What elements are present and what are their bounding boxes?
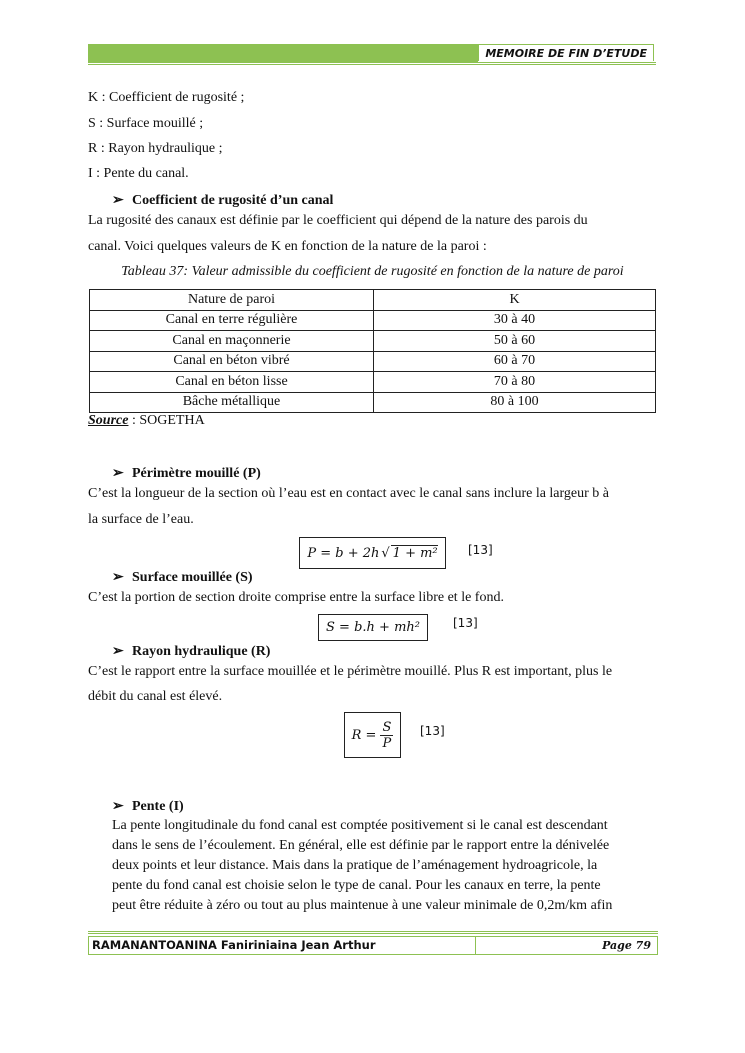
source-label: Source [88,413,129,428]
table-caption: Tableau 37: Valeur admissible du coefficient de rugosité en fonction de la nature de paroi [121,264,624,279]
arrow-bullet-icon: ➢ [112,644,124,659]
pente-line: pente du fond canal est choisie selon le type de canal. Pour les canaux en terre, la pente [112,878,601,893]
page-footer [88,931,658,957]
table-row [90,351,656,372]
arrow-bullet-icon: ➢ [112,799,124,814]
table-cell: 50 à 60 [374,331,656,352]
pente-paragraph [112,816,652,916]
arrow-bullet-icon: ➢ [112,466,124,481]
header-green-bar [88,44,478,62]
arrow-bullet-icon: ➢ [112,570,124,585]
pente-line: dans le sens de l’écoulement. En général, elle est définie par le rapport entre la dénivelée [112,838,610,853]
heading-rugosite: ➢ Coefficient de rugosité d’un canal [112,193,334,208]
table-row [90,331,656,352]
surface-text: C’est la portion de section droite comprise entre la surface libre et le fond. [88,590,504,605]
table-cell: 80 à 100 [374,392,656,413]
perimetre-text-2: la surface de l’eau. [88,512,194,527]
rugosity-table [89,289,656,413]
definition-r: R : Rayon hydraulique ; [88,141,223,156]
rayon-text-1: C’est le rapport entre la surface mouillée et le périmètre mouillé. Plus R est important, plus le [88,664,613,679]
table-row [90,310,656,331]
source-value: : SOGETHA [128,413,205,428]
table-cell: 30 à 40 [374,310,656,331]
pente-line: peut être réduite à zéro ou tout au plus maintenue à une valeur minimale de 0,2m/km afin [112,898,613,913]
rugosite-text-1: La rugosité des canaux est définie par le coefficient qui dépend de la nature des parois du [88,213,588,228]
table-cell: Canal en béton lisse [90,372,374,393]
pente-line: La pente longitudinale du fond canal est comptée positivement si le canal est descendant [112,818,608,833]
header-rule [88,62,656,65]
formula-rayon-ref: [13] [420,724,445,738]
table-header-nature: Nature de paroi [90,290,374,311]
footer-rule [88,931,658,934]
header-title: MEMOIRE DE FIN D’ETUDE [478,44,654,61]
heading-pente: ➢ Pente (I) [112,799,184,814]
table-row [90,372,656,393]
table-source [88,413,205,429]
definition-i: I : Pente du canal. [88,166,189,181]
table-header-k: K [374,290,656,311]
rayon-text-2: débit du canal est élevé. [88,689,223,704]
page-header [88,44,656,66]
table-header-row [90,290,656,311]
table-cell: 70 à 80 [374,372,656,393]
table-cell: Canal en béton vibré [90,351,374,372]
footer-author: RAMANANTOANINA Faniriniaina Jean Arthur [88,936,476,955]
heading-surface: ➢ Surface mouillée (S) [112,570,253,585]
table-cell: 60 à 70 [374,351,656,372]
heading-perimetre: ➢ Périmètre mouillé (P) [112,466,261,481]
table-row [90,392,656,413]
formula-surface: S = b.h + mh² [318,614,428,641]
table-cell: Bâche métallique [90,392,374,413]
arrow-bullet-icon: ➢ [112,193,124,208]
perimetre-text-1: C’est la longueur de la section où l’eau est en contact avec le canal sans inclure la largeur b à [88,486,610,501]
heading-rayon: ➢ Rayon hydraulique (R) [112,644,271,659]
rugosite-text-2: canal. Voici quelques valeurs de K en fonction de la nature de la paroi : [88,239,487,254]
fraction: $\frac{S}{P}$ [382,719,392,751]
formula-rayon: R = $\frac{S}{P}$ [344,712,401,758]
table-cell: Canal en maçonnerie [90,331,374,352]
definition-s: S : Surface mouillé ; [88,116,204,131]
pente-line: deux points et leur distance. Mais dans la pratique de l’aménagement hydroagricole, la [112,858,598,873]
footer-page-number: Page 79 [476,936,658,955]
table-cell: Canal en terre régulière [90,310,374,331]
definition-k: K : Coefficient de rugosité ; [88,90,245,105]
formula-perimetre-ref: [13] [468,543,493,557]
formula-surface-ref: [13] [453,616,478,630]
formula-perimetre: P = b + 2h √ 1 + m² [299,537,446,569]
